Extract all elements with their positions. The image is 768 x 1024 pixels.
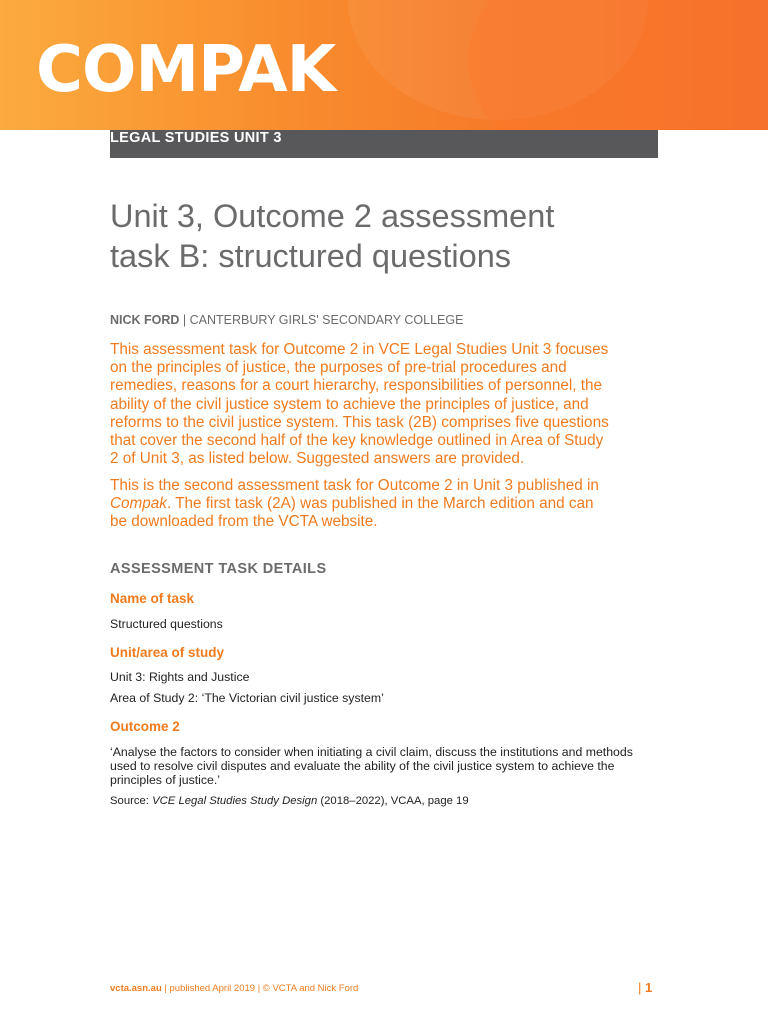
footer-text: | published April 2019 | © VCTA and Nick Ford bbox=[161, 983, 359, 994]
footer-site-link[interactable]: vcta.asn.au bbox=[110, 983, 162, 994]
outcome-line: principles of justice.’ bbox=[110, 773, 221, 787]
intro-line: that cover the second half of the key knowledge outlined in Area of Study bbox=[110, 432, 604, 450]
intro-paragraph-2 bbox=[110, 477, 666, 532]
intro-line: ability of the civil justice system to achieve the principles of justice, and bbox=[110, 395, 589, 413]
byline bbox=[110, 313, 463, 328]
intro-line: reforms to the civil justice system. This task (2B) comprises five questions bbox=[110, 413, 609, 431]
source-rest: (2018–2022), VCAA, page 19 bbox=[317, 795, 469, 807]
area-of-study-line: Area of Study 2: ‘The Victorian civil justice system’ bbox=[110, 691, 384, 705]
title-line: task B: structured questions bbox=[110, 238, 512, 274]
unit-label: LEGAL STUDIES UNIT 3 bbox=[110, 130, 282, 146]
page-title bbox=[110, 196, 670, 276]
section-heading: ASSESSMENT TASK DETAILS bbox=[110, 561, 327, 577]
intro-line: remedies, reasons for a court hierarchy, responsibilities of personnel, the bbox=[110, 377, 603, 395]
unit-area-heading: Unit/area of study bbox=[110, 645, 225, 660]
intro-paragraph-1 bbox=[110, 341, 666, 468]
page-number bbox=[638, 980, 652, 995]
intro-line: be downloaded from the VCTA website. bbox=[110, 513, 378, 531]
intro-line: This is the second assessment task for Outcome 2 in Unit 3 published in bbox=[110, 477, 599, 494]
outcome-line: used to resolve civil disputes and evaluate the ability of the civil justice system to achieve the bbox=[110, 759, 615, 773]
author-name: NICK FORD bbox=[110, 313, 180, 327]
outcome-quote bbox=[110, 745, 650, 787]
name-of-task-value: Structured questions bbox=[110, 617, 223, 631]
title-line: Unit 3, Outcome 2 assessment bbox=[110, 198, 555, 234]
intro-text: . The first task (2A) was published in the March edition and can bbox=[166, 495, 594, 513]
source-prefix: Source: bbox=[110, 795, 153, 807]
byline-separator: | bbox=[179, 313, 190, 327]
unit-line: Unit 3: Rights and Justice bbox=[110, 670, 250, 684]
outcome-heading: Outcome 2 bbox=[110, 719, 180, 734]
page-separator: | bbox=[638, 980, 645, 995]
outcome-line: ‘Analyse the factors to consider when initiating a civil claim, discuss the institutions and methods bbox=[110, 745, 633, 759]
publication-name: Compak bbox=[110, 495, 167, 513]
source-title: VCE Legal Studies Study Design bbox=[152, 795, 318, 807]
footer bbox=[110, 983, 358, 994]
intro-line bbox=[110, 495, 666, 513]
intro-line: This assessment task for Outcome 2 in VCE Legal Studies Unit 3 focuses bbox=[110, 341, 609, 358]
source-citation bbox=[110, 794, 650, 808]
name-of-task-heading: Name of task bbox=[110, 591, 195, 606]
header-banner bbox=[0, 0, 768, 130]
school-name: CANTERBURY GIRLS' SECONDARY COLLEGE bbox=[189, 313, 464, 327]
banner-decoration bbox=[468, 0, 768, 130]
unit-label-bar bbox=[110, 130, 658, 158]
intro-line: on the principles of justice, the purposes of pre-trial procedures and bbox=[110, 359, 567, 377]
intro-line: 2 of Unit 3, as listed below. Suggested answers are provided. bbox=[110, 450, 525, 468]
brand-logo: COMPAK bbox=[36, 33, 336, 107]
page-number-value: 1 bbox=[645, 980, 653, 995]
